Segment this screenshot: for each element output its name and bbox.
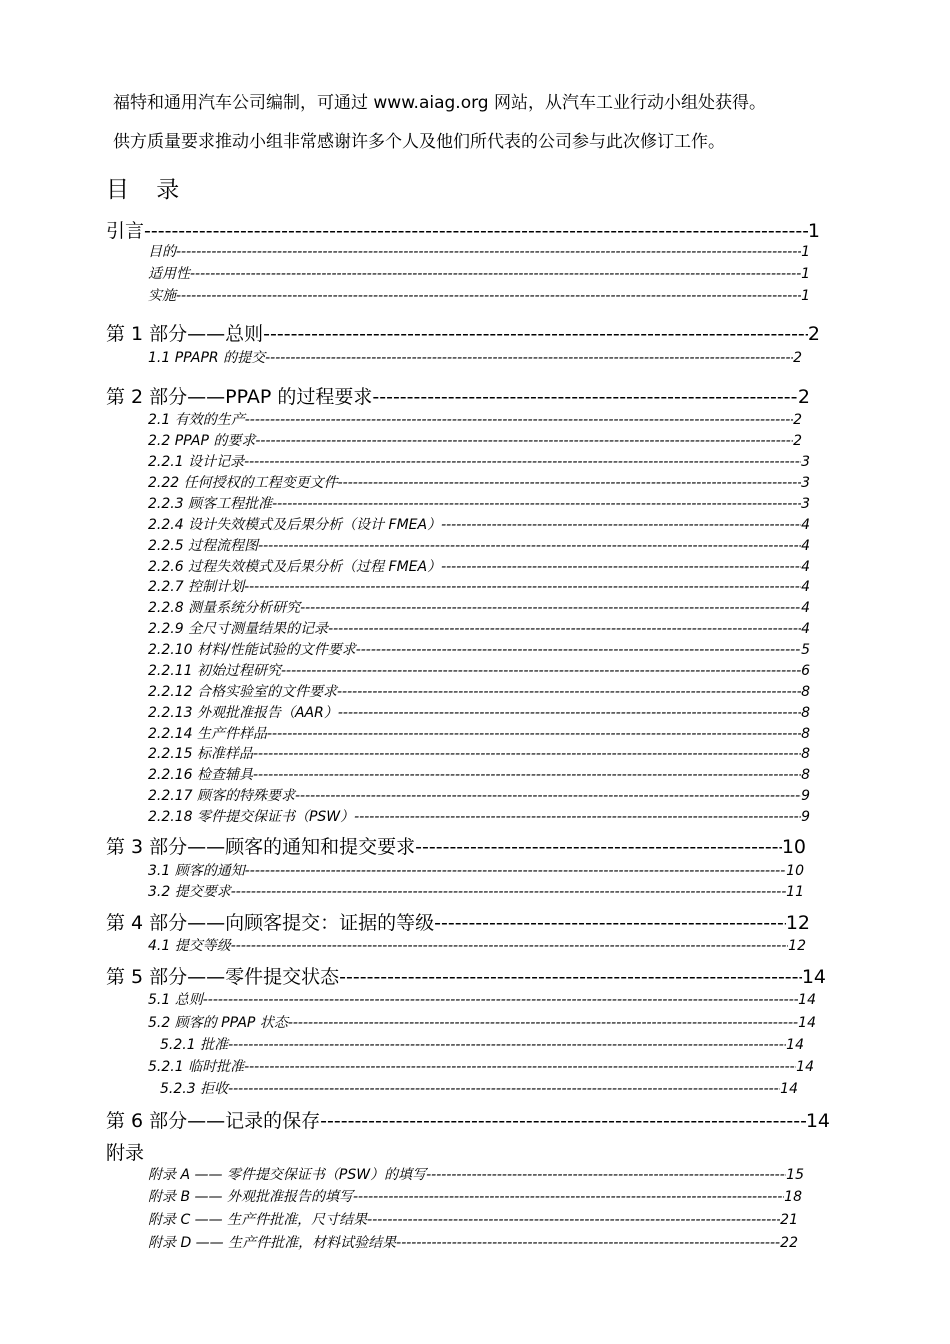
toc-entry[interactable]: 3.1 顾客的通知 ----- 10 bbox=[148, 860, 804, 880]
toc-entry[interactable]: 4.1 提交等级 ----- 12 bbox=[148, 935, 806, 955]
toc-entry-part-4[interactable]: 第 4 部分——向顾客提交：证据的等级 ----- 12 bbox=[106, 908, 810, 934]
toc-entry[interactable]: 附录 B —— 外观批准报告的填写 ----- 18 bbox=[148, 1186, 802, 1206]
toc-entry[interactable]: 2.2.4 设计失效模式及后果分析（设计 FMEA） ----- 4 bbox=[148, 514, 810, 534]
toc-entry[interactable]: 2.2 PPAP 的要求 ----- 2 bbox=[148, 430, 802, 450]
toc-entry[interactable]: 附录 C —— 生产件批准，尺寸结果 ----- 21 bbox=[148, 1209, 798, 1229]
toc-entry[interactable]: 2.2.18 零件提交保证书（PSW） ----- 9 bbox=[148, 806, 810, 826]
toc-entry[interactable]: 2.2.6 过程失效模式及后果分析（过程 FMEA） ----- 4 bbox=[148, 556, 810, 576]
toc-entry[interactable]: 2.2.9 全尺寸测量结果的记录 ----- 4 bbox=[148, 618, 810, 638]
toc-entry-part-1[interactable]: 第 1 部分——总则 ----- 2 bbox=[106, 319, 820, 345]
toc-entry-part-6[interactable]: 第 6 部分——记录的保存 ----- 14 bbox=[106, 1106, 830, 1132]
toc-entry[interactable]: 2.2.15 标准样品 ----- 8 bbox=[148, 743, 810, 763]
toc-entry-part-2[interactable]: 第 2 部分——PPAP 的过程要求 ----- 2 bbox=[106, 382, 810, 408]
toc-entry[interactable]: 2.2.17 顾客的特殊要求 ----- 9 bbox=[148, 785, 810, 805]
toc-entry[interactable]: 5.2 顾客的 PPAP 状态 ----- 14 bbox=[148, 1012, 816, 1032]
toc-entry[interactable]: 附录 A —— 零件提交保证书（PSW）的填写 ----- 15 bbox=[148, 1164, 804, 1184]
toc-entry[interactable]: 2.2.14 生产件样品 ----- 8 bbox=[148, 723, 810, 743]
toc-entry[interactable]: 2.2.5 过程流程图 ----- 4 bbox=[148, 535, 810, 555]
toc-entry[interactable]: 2.2.12 合格实验室的文件要求 ----- 8 bbox=[148, 681, 810, 701]
toc-entry[interactable]: 适用性 ----- 1 bbox=[148, 263, 810, 283]
toc-entry-part-3[interactable]: 第 3 部分——顾客的通知和提交要求 ----- 10 bbox=[106, 832, 806, 858]
toc-entry[interactable]: 附录 D —— 生产件批准，材料试验结果 ----- 22 bbox=[148, 1232, 798, 1252]
toc-entry[interactable]: 2.2.1 设计记录 ----- 3 bbox=[148, 451, 810, 471]
toc-entry[interactable]: 5.1 总则 ----- 14 bbox=[148, 989, 816, 1009]
toc-entry[interactable]: 目的 ----- 1 bbox=[148, 241, 810, 261]
toc-entry[interactable]: 5.2.3 拒收 ----- 14 bbox=[160, 1078, 798, 1098]
toc-entry[interactable]: 3.2 提交要求 ----- 11 bbox=[148, 881, 804, 901]
intro-line-2: 供方质量要求推动小组非常感谢许多个人及他们所代表的公司参与此次修订工作。 bbox=[113, 132, 725, 152]
toc-entry-intro[interactable]: 引言 ----- 1 bbox=[106, 216, 820, 242]
toc-entry-appendix[interactable]: 附录 bbox=[106, 1142, 145, 1164]
toc-entry[interactable]: 1.1 PPAPR 的提交 ----- 2 bbox=[148, 347, 802, 367]
toc-entry[interactable]: 2.2.16 检查辅具 ----- 8 bbox=[148, 764, 810, 784]
toc-entry[interactable]: 5.2.1 批准 ----- 14 bbox=[160, 1034, 804, 1054]
toc-entry[interactable]: 2.2.13 外观批准报告（AAR） ----- 8 bbox=[148, 702, 810, 722]
toc-entry[interactable]: 2.2.8 测量系统分析研究 ----- 4 bbox=[148, 597, 810, 617]
toc-entry[interactable]: 2.2.10 材料/性能试验的文件要求 ----- 5 bbox=[148, 639, 810, 659]
toc-entry[interactable]: 2.22 任何授权的工程变更文件 ----- 3 bbox=[148, 472, 810, 492]
toc-entry[interactable]: 实施 ----- 1 bbox=[148, 285, 810, 305]
toc-entry[interactable]: 5.2.1 临时批准 ----- 14 bbox=[148, 1056, 814, 1076]
toc-entry-part-5[interactable]: 第 5 部分——零件提交状态 ----- 14 bbox=[106, 962, 826, 988]
toc-entry[interactable]: 2.2.3 顾客工程批准 ----- 3 bbox=[148, 493, 810, 513]
toc-entry[interactable]: 2.2.11 初始过程研究 ----- 6 bbox=[148, 660, 810, 680]
toc-title: 目 录 bbox=[106, 177, 190, 203]
toc-entry[interactable]: 2.2.7 控制计划 ----- 4 bbox=[148, 576, 810, 596]
intro-line-1: 福特和通用汽车公司编制，可通过 www.aiag.org 网站，从汽车工业行动小组处获得。 bbox=[113, 93, 766, 113]
toc-entry[interactable]: 2.1 有效的生产 ----- 2 bbox=[148, 409, 802, 429]
